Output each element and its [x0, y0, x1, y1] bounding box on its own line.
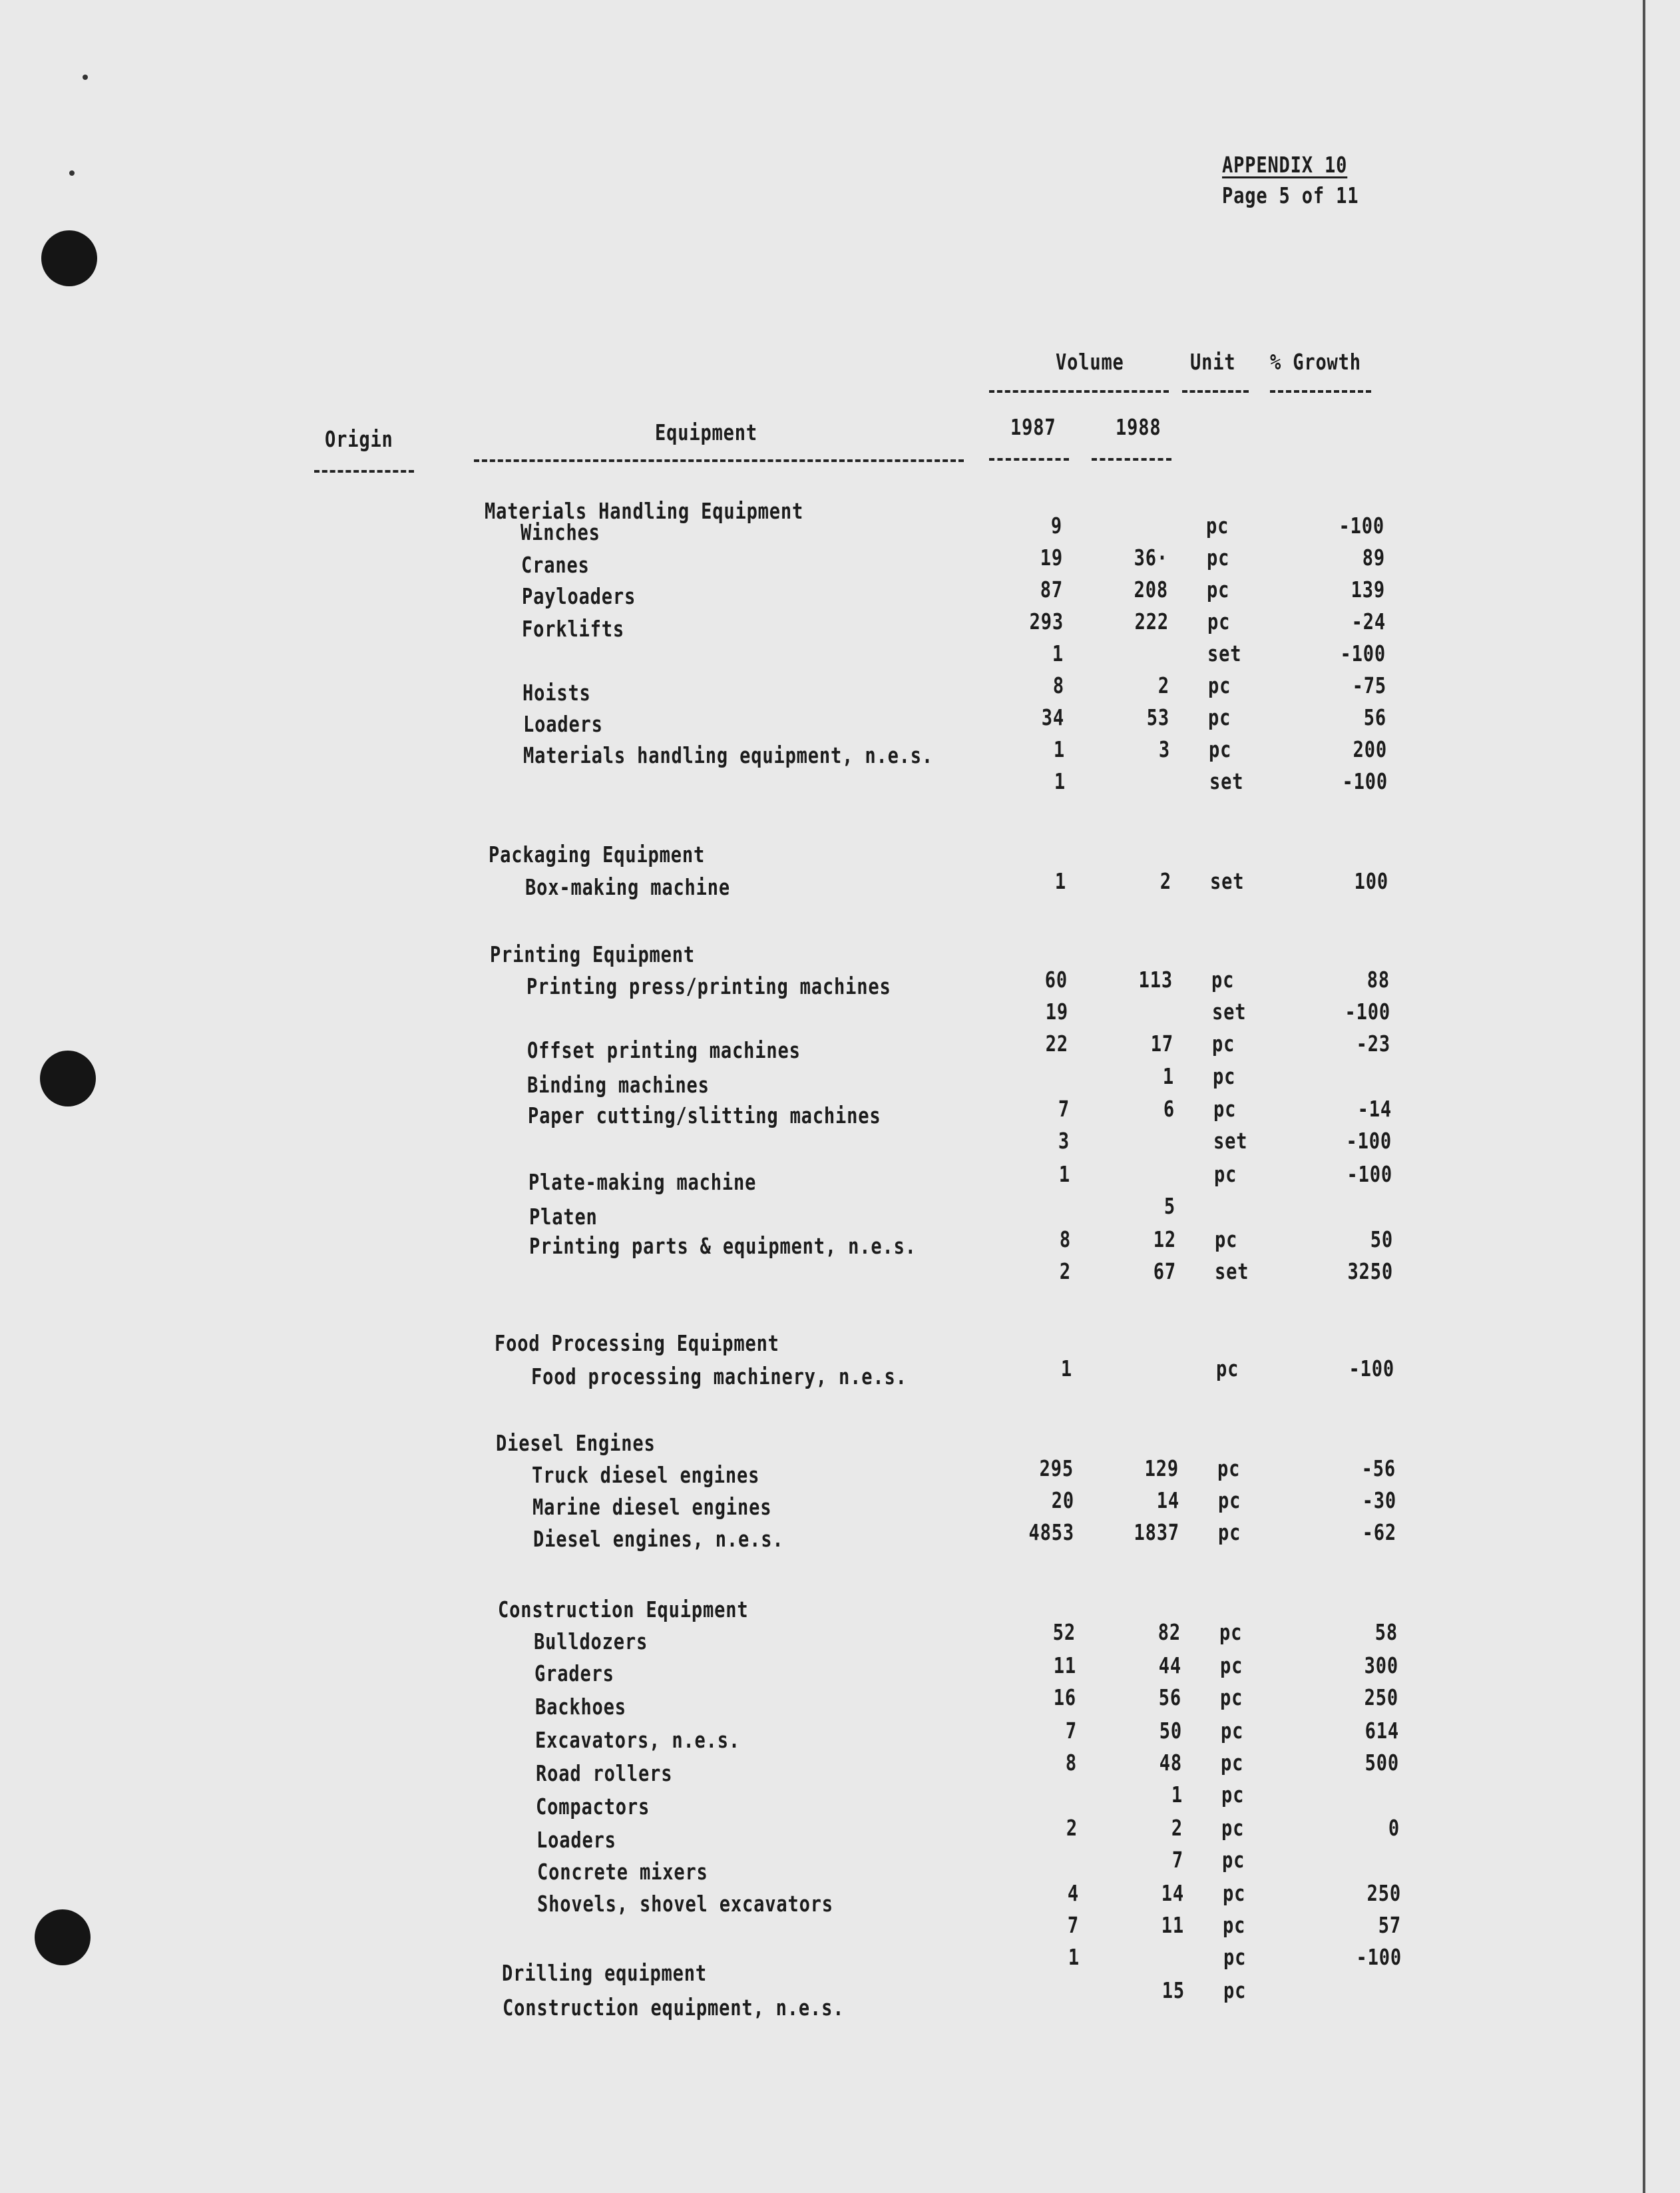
volume-1987: 1	[1055, 868, 1067, 894]
unit: pc	[1212, 1063, 1236, 1089]
equipment-name: Compactors	[536, 1794, 650, 1820]
percent-growth: 88	[1366, 967, 1390, 993]
percent-growth: -100	[1349, 1355, 1395, 1381]
percent-growth: -14	[1357, 1096, 1392, 1122]
unit: pc	[1207, 577, 1230, 603]
column-header-1987: 1987	[1010, 414, 1056, 440]
divider	[989, 390, 1169, 393]
percent-growth: 200	[1353, 736, 1388, 762]
volume-1988: 2	[1160, 868, 1172, 894]
volume-1987: 4	[1067, 1880, 1079, 1906]
volume-1988: 129	[1144, 1455, 1179, 1481]
unit: pc	[1211, 967, 1235, 993]
unit: pc	[1216, 1355, 1239, 1381]
percent-growth: -100	[1347, 1161, 1392, 1187]
unit: pc	[1220, 1684, 1243, 1710]
percent-growth: -23	[1356, 1031, 1391, 1057]
volume-1988: 44	[1158, 1652, 1181, 1678]
unit: pc	[1219, 1619, 1243, 1645]
column-header-1988: 1988	[1116, 414, 1161, 440]
volume-1988: 12	[1153, 1226, 1176, 1252]
volume-1988: 17	[1151, 1031, 1174, 1057]
punch-hole	[41, 230, 97, 286]
equipment-name: Road rollers	[535, 1760, 673, 1786]
unit: pc	[1219, 1652, 1243, 1678]
unit: pc	[1217, 1455, 1241, 1481]
percent-growth: -100	[1342, 768, 1388, 794]
unit: pc	[1217, 1487, 1241, 1513]
equipment-name: Marine diesel engines	[532, 1494, 772, 1520]
percent-growth: -62	[1362, 1519, 1397, 1545]
speck	[69, 170, 75, 176]
divider	[1270, 390, 1371, 393]
volume-1987: 7	[1068, 1912, 1080, 1938]
volume-1988: 6	[1163, 1096, 1175, 1122]
unit: pc	[1218, 1519, 1241, 1545]
volume-1987: 22	[1046, 1031, 1069, 1057]
volume-1988: 2	[1157, 672, 1169, 698]
category-label: Packaging Equipment	[489, 842, 706, 867]
equipment-name: Loaders	[536, 1827, 616, 1853]
equipment-name: Shovels, shovel excavators	[537, 1891, 833, 1917]
unit: pc	[1213, 1161, 1237, 1187]
volume-1987: 7	[1058, 1096, 1070, 1122]
volume-1988: 48	[1159, 1750, 1183, 1776]
volume-1988: 56	[1158, 1684, 1182, 1710]
equipment-name: Truck diesel engines	[532, 1462, 760, 1488]
volume-1987: 4853	[1028, 1519, 1075, 1545]
volume-1987: 1	[1061, 1355, 1073, 1381]
unit: pc	[1206, 513, 1229, 539]
volume-1987: 52	[1052, 1619, 1076, 1645]
volume-1987: 8	[1052, 672, 1064, 698]
divider	[1182, 390, 1249, 393]
percent-growth: -100	[1346, 1128, 1392, 1154]
volume-1987: 20	[1051, 1487, 1074, 1513]
page-edge-line	[1643, 0, 1645, 2193]
volume-1987: 1	[1053, 736, 1066, 762]
unit: set	[1209, 768, 1243, 794]
percent-growth: 300	[1364, 1652, 1398, 1678]
equipment-name: Winches	[521, 519, 601, 545]
volume-1987: 2	[1066, 1815, 1078, 1841]
unit: pc	[1220, 1718, 1243, 1744]
category-label: Diesel Engines	[495, 1430, 656, 1456]
percent-growth: -24	[1351, 609, 1386, 634]
unit: pc	[1208, 704, 1231, 730]
unit: pc	[1223, 1977, 1247, 2003]
unit: pc	[1212, 1031, 1235, 1057]
volume-1987: 19	[1045, 999, 1068, 1025]
punch-hole	[35, 1909, 91, 1965]
volume-1987: 8	[1066, 1750, 1078, 1776]
unit: pc	[1222, 1847, 1245, 1873]
equipment-name: Concrete mixers	[536, 1859, 708, 1885]
equipment-name: Offset printing machines	[526, 1037, 801, 1063]
volume-1987: 3	[1058, 1128, 1070, 1154]
equipment-name: Diesel engines, n.e.s.	[532, 1526, 783, 1552]
volume-1987: 87	[1040, 577, 1064, 603]
volume-1988: 82	[1157, 1619, 1181, 1645]
equipment-name: Forklifts	[522, 616, 625, 642]
category-label: Drilling equipment	[502, 1960, 708, 1986]
unit: pc	[1214, 1226, 1238, 1252]
divider	[474, 459, 964, 462]
percent-growth: -100	[1339, 513, 1384, 539]
equipment-name: Hoists	[523, 680, 591, 706]
volume-1988: 14	[1156, 1487, 1179, 1513]
volume-1987: 60	[1044, 967, 1068, 993]
volume-1988: 1	[1171, 1782, 1183, 1808]
volume-1988: 3	[1158, 736, 1171, 762]
equipment-name: Materials handling equipment, n.e.s.	[523, 742, 934, 768]
unit: set	[1213, 1128, 1248, 1154]
percent-growth: 100	[1355, 868, 1389, 894]
unit: pc	[1223, 1944, 1247, 1970]
volume-1987: 293	[1029, 609, 1064, 634]
volume-1987: 19	[1040, 545, 1063, 571]
percent-growth: 614	[1365, 1718, 1399, 1744]
percent-growth: 89	[1362, 545, 1385, 571]
equipment-name: Plate-making machine	[528, 1169, 757, 1195]
equipment-name: Backhoes	[534, 1694, 626, 1720]
percent-growth: 50	[1370, 1226, 1393, 1252]
percent-growth: 56	[1364, 704, 1387, 730]
percent-growth: 0	[1388, 1815, 1400, 1841]
percent-growth: -100	[1345, 999, 1390, 1025]
volume-1988: 67	[1154, 1258, 1177, 1284]
volume-1988: 1837	[1134, 1519, 1180, 1545]
volume-1988: 53	[1147, 704, 1170, 730]
volume-1988: 7	[1171, 1847, 1184, 1873]
unit: pc	[1207, 672, 1231, 698]
divider	[314, 470, 414, 473]
volume-1988: 5	[1164, 1193, 1176, 1219]
equipment-name: Food processing machinery, n.e.s.	[530, 1363, 907, 1389]
unit: pc	[1221, 1750, 1244, 1776]
speck	[83, 75, 88, 80]
percent-growth: -100	[1340, 640, 1386, 666]
page-number: Page 5 of 11	[1222, 182, 1359, 208]
equipment-name: Graders	[534, 1660, 614, 1686]
percent-growth: 250	[1364, 1684, 1399, 1710]
volume-1988: 11	[1161, 1912, 1185, 1938]
unit: pc	[1222, 1880, 1245, 1906]
equipment-name: Excavators, n.e.s.	[535, 1727, 741, 1753]
volume-1988: 50	[1159, 1718, 1182, 1744]
percent-growth: 500	[1365, 1750, 1400, 1776]
volume-1987: 7	[1065, 1718, 1077, 1744]
volume-1987: 9	[1050, 513, 1062, 539]
percent-growth: -75	[1352, 672, 1386, 698]
equipment-name: Printing parts & equipment, n.e.s.	[529, 1233, 917, 1259]
unit: pc	[1209, 736, 1232, 762]
column-header-volume: Volume	[1056, 349, 1124, 375]
equipment-name: Printing press/printing machines	[526, 973, 891, 999]
volume-1988: 15	[1162, 1977, 1185, 2003]
unit: pc	[1207, 609, 1230, 634]
percent-growth: 57	[1378, 1912, 1402, 1938]
unit: set	[1215, 1258, 1249, 1284]
divider	[1092, 458, 1171, 461]
volume-1988: 2	[1171, 1815, 1183, 1841]
volume-1988: 14	[1161, 1880, 1184, 1906]
unit: pc	[1213, 1096, 1236, 1122]
equipment-name: Platen	[528, 1204, 598, 1230]
appendix-label: APPENDIX 10	[1222, 152, 1348, 178]
volume-1987: 1	[1054, 768, 1066, 794]
percent-growth: 3250	[1347, 1258, 1394, 1284]
equipment-name: Binding machines	[527, 1072, 710, 1098]
category-label: Printing Equipment	[489, 941, 695, 967]
volume-1987: 16	[1053, 1684, 1077, 1710]
column-header-growth: % Growth	[1270, 349, 1361, 375]
equipment-name: Payloaders	[521, 583, 636, 609]
unit: pc	[1223, 1912, 1246, 1938]
column-header-unit: Unit	[1190, 349, 1236, 375]
equipment-name: Box-making machine	[525, 874, 730, 900]
equipment-name: Paper cutting/slitting machines	[527, 1102, 881, 1128]
volume-1988: 222	[1134, 609, 1169, 634]
unit: pc	[1206, 545, 1229, 571]
percent-growth: 58	[1374, 1619, 1398, 1645]
divider	[989, 458, 1069, 461]
percent-growth: 250	[1366, 1880, 1401, 1906]
percent-growth: -56	[1361, 1455, 1396, 1481]
equipment-name: Loaders	[523, 711, 603, 737]
unit: set	[1211, 999, 1247, 1025]
volume-1988: 36·	[1134, 545, 1168, 571]
column-header-origin: Origin	[325, 426, 393, 452]
volume-1987: 34	[1042, 704, 1065, 730]
unit: pc	[1221, 1815, 1245, 1841]
percent-growth: -100	[1356, 1944, 1402, 1970]
unit: set	[1210, 868, 1245, 894]
volume-1988: 208	[1134, 577, 1169, 603]
volume-1988: 1	[1162, 1063, 1174, 1089]
percent-growth: 139	[1351, 577, 1386, 603]
category-label: Food Processing Equipment	[495, 1330, 779, 1356]
volume-1987: 1	[1068, 1944, 1080, 1970]
category-label: Construction equipment, n.e.s.	[502, 1995, 845, 2021]
punch-hole	[40, 1051, 96, 1106]
percent-growth: -30	[1362, 1487, 1396, 1513]
unit: pc	[1221, 1782, 1245, 1808]
category-label: Construction Equipment	[497, 1596, 749, 1622]
unit: set	[1207, 640, 1242, 666]
equipment-name: Cranes	[521, 552, 590, 578]
volume-1987: 11	[1053, 1652, 1076, 1678]
equipment-name: Bulldozers	[534, 1628, 648, 1654]
volume-1987: 2	[1060, 1258, 1072, 1284]
volume-1987: 295	[1039, 1455, 1074, 1481]
volume-1987: 8	[1059, 1226, 1071, 1252]
column-header-equipment: Equipment	[655, 419, 758, 445]
volume-1988: 113	[1138, 967, 1173, 993]
volume-1987: 1	[1052, 640, 1064, 666]
volume-1987: 1	[1058, 1161, 1070, 1187]
category-label: Materials Handling Equipment	[485, 498, 804, 524]
